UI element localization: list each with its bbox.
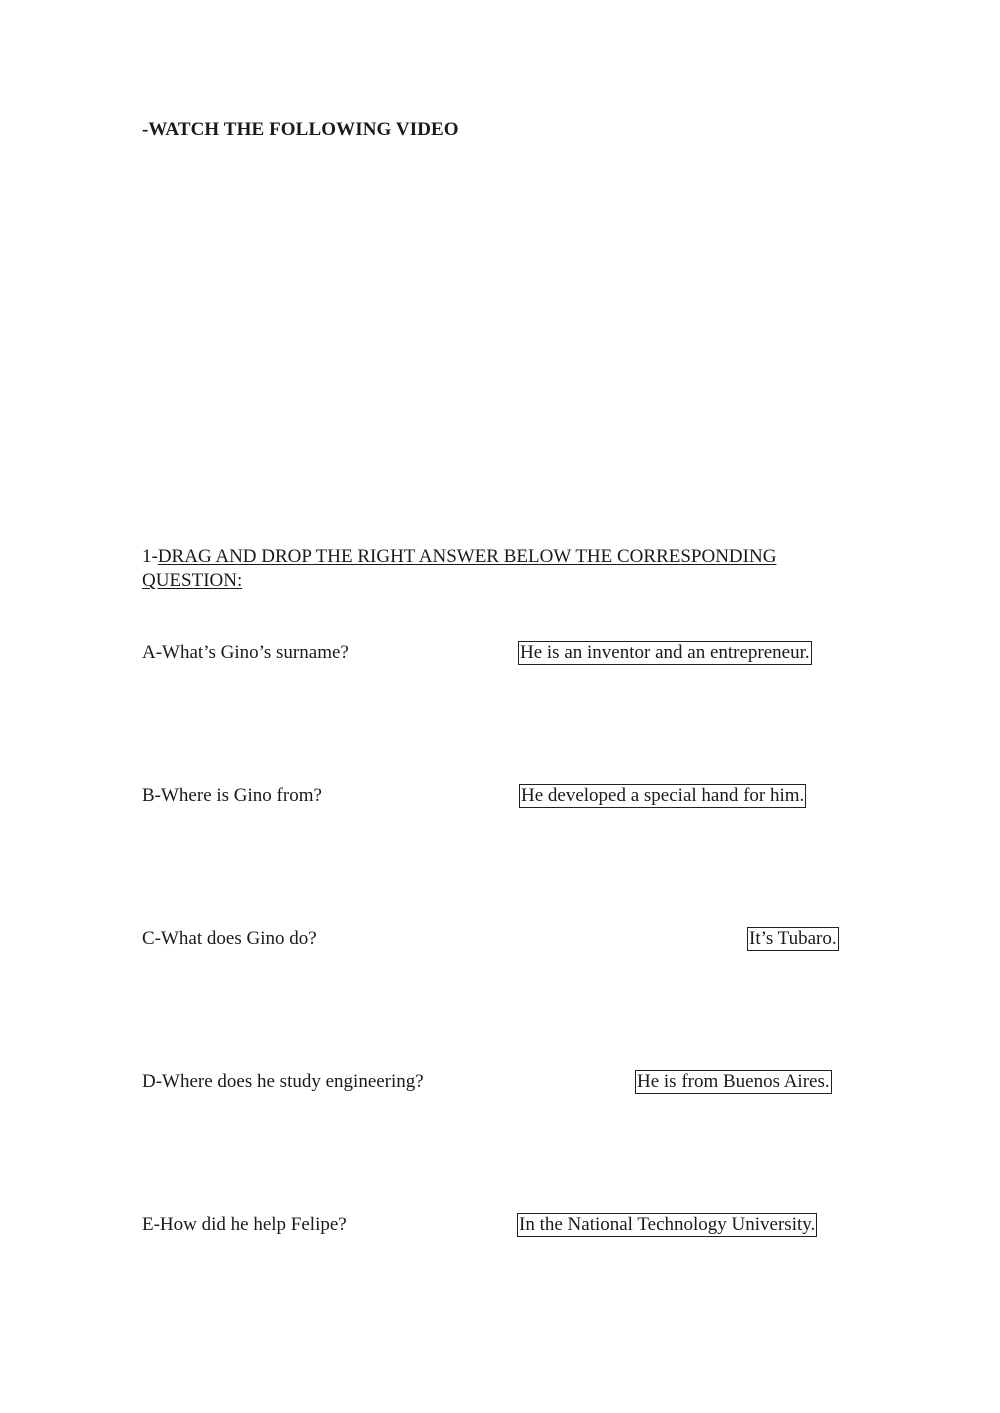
question-a: A-What’s Gino’s surname? (142, 642, 349, 663)
draggable-answer-special-hand[interactable]: He developed a special hand for him. (521, 785, 805, 806)
instruction (142, 545, 822, 593)
question-c: C-What does Gino do? (142, 928, 317, 949)
video-placeholder[interactable] (142, 160, 858, 520)
question-e: E-How did he help Felipe? (142, 1214, 347, 1235)
draggable-answer-inventor[interactable]: He is an inventor and an entrepreneur. (520, 642, 810, 663)
instruction-text: DRAG AND DROP THE RIGHT ANSWER BELOW THE CORRESPONDING QUESTION: (142, 546, 777, 591)
instruction-number: 1- (142, 546, 158, 567)
question-b: B-Where is Gino from? (142, 785, 322, 806)
page-heading: -WATCH THE FOLLOWING VIDEO (142, 119, 459, 140)
draggable-answer-buenos-aires[interactable]: He is from Buenos Aires. (637, 1071, 830, 1092)
draggable-answer-tubaro[interactable]: It’s Tubaro. (749, 928, 837, 949)
question-d: D-Where does he study engineering? (142, 1071, 424, 1092)
draggable-answer-university[interactable]: In the National Technology University. (519, 1214, 816, 1235)
